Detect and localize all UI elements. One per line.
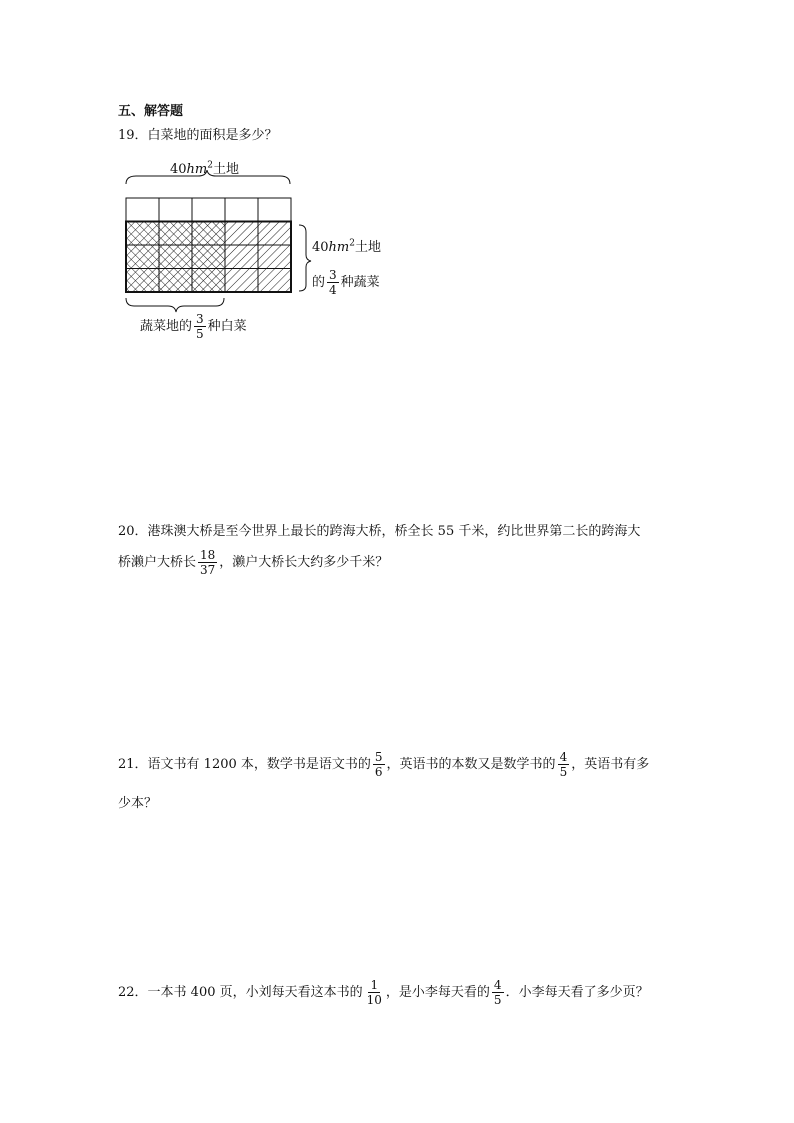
cabbage-cell	[159, 245, 192, 269]
fraction-5-6: $\frac{5}{6}$	[374, 750, 383, 779]
question-20-line1: 20．港珠澳大桥是至今世界上最长的跨海大桥，桥全长 55 千米，约比世界第二长的跨海大	[118, 524, 641, 539]
right-brace	[299, 225, 311, 291]
vegetable-cell	[225, 269, 258, 293]
vegetable-cell	[225, 222, 258, 246]
land-cell	[126, 198, 159, 222]
cabbage-cell	[126, 269, 159, 293]
question-22-text: 22．一本书 400 页，小刘每天看这本书的 $\frac{1}{10}$ ，是小李每天看的 $\frac{4}{5}$ ．小李每天看了多少页？	[118, 978, 649, 1007]
bottom-brace	[126, 298, 224, 312]
fraction-18-37: $\frac{18}{37}$	[200, 548, 216, 577]
land-cell	[258, 198, 291, 222]
right-label-fraction: 的 $\frac{3}{4}$ 种蔬菜	[312, 268, 380, 297]
question-21-line1: 21．语文书有 1200 本，数学书是语文书的 $\frac{5}{6}$ ，英语书的本数又是数学书的 $\frac{4}{5}$ ，英语书有多	[118, 750, 650, 779]
cabbage-cell	[159, 269, 192, 293]
vegetable-cell	[258, 245, 291, 269]
diagram-top-label: $40hm^2$土地	[170, 160, 239, 177]
cabbage-cell	[126, 245, 159, 269]
land-cell	[192, 198, 225, 222]
cabbage-cell	[192, 222, 225, 246]
question-21-line2: 少本？	[118, 796, 158, 811]
cabbage-cell	[192, 245, 225, 269]
question-20-line2: 桥濑户大桥长 $\frac{18}{37}$ ，濑户大桥长大约多少千米？	[118, 548, 389, 577]
fraction-three-fifths: $\frac{3}{5}$	[196, 312, 204, 341]
bottom-label: 蔬菜地的 $\frac{3}{5}$ 种白菜	[140, 312, 247, 341]
section-title: 五、解答题	[118, 104, 184, 119]
vegetable-cell	[258, 269, 291, 293]
vegetable-cell	[258, 222, 291, 246]
fraction-4-5: $\frac{4}{5}$	[559, 750, 568, 779]
cabbage-cell	[192, 269, 225, 293]
top-brace	[126, 170, 290, 184]
land-cell	[159, 198, 192, 222]
land-cell	[225, 198, 258, 222]
grid	[126, 198, 291, 292]
cabbage-cell	[126, 222, 159, 246]
fraction-1-10: $\frac{1}{10}$	[366, 978, 382, 1007]
fraction-4-5-b: $\frac{4}{5}$	[493, 978, 502, 1007]
right-label-area: $40hm^2$土地	[312, 238, 381, 255]
vegetable-cell	[225, 245, 258, 269]
fraction-three-quarters: $\frac{3}{4}$	[329, 268, 337, 297]
cabbage-cell	[159, 222, 192, 246]
question-19-text: 19．白菜地的面积是多少？	[118, 128, 278, 143]
